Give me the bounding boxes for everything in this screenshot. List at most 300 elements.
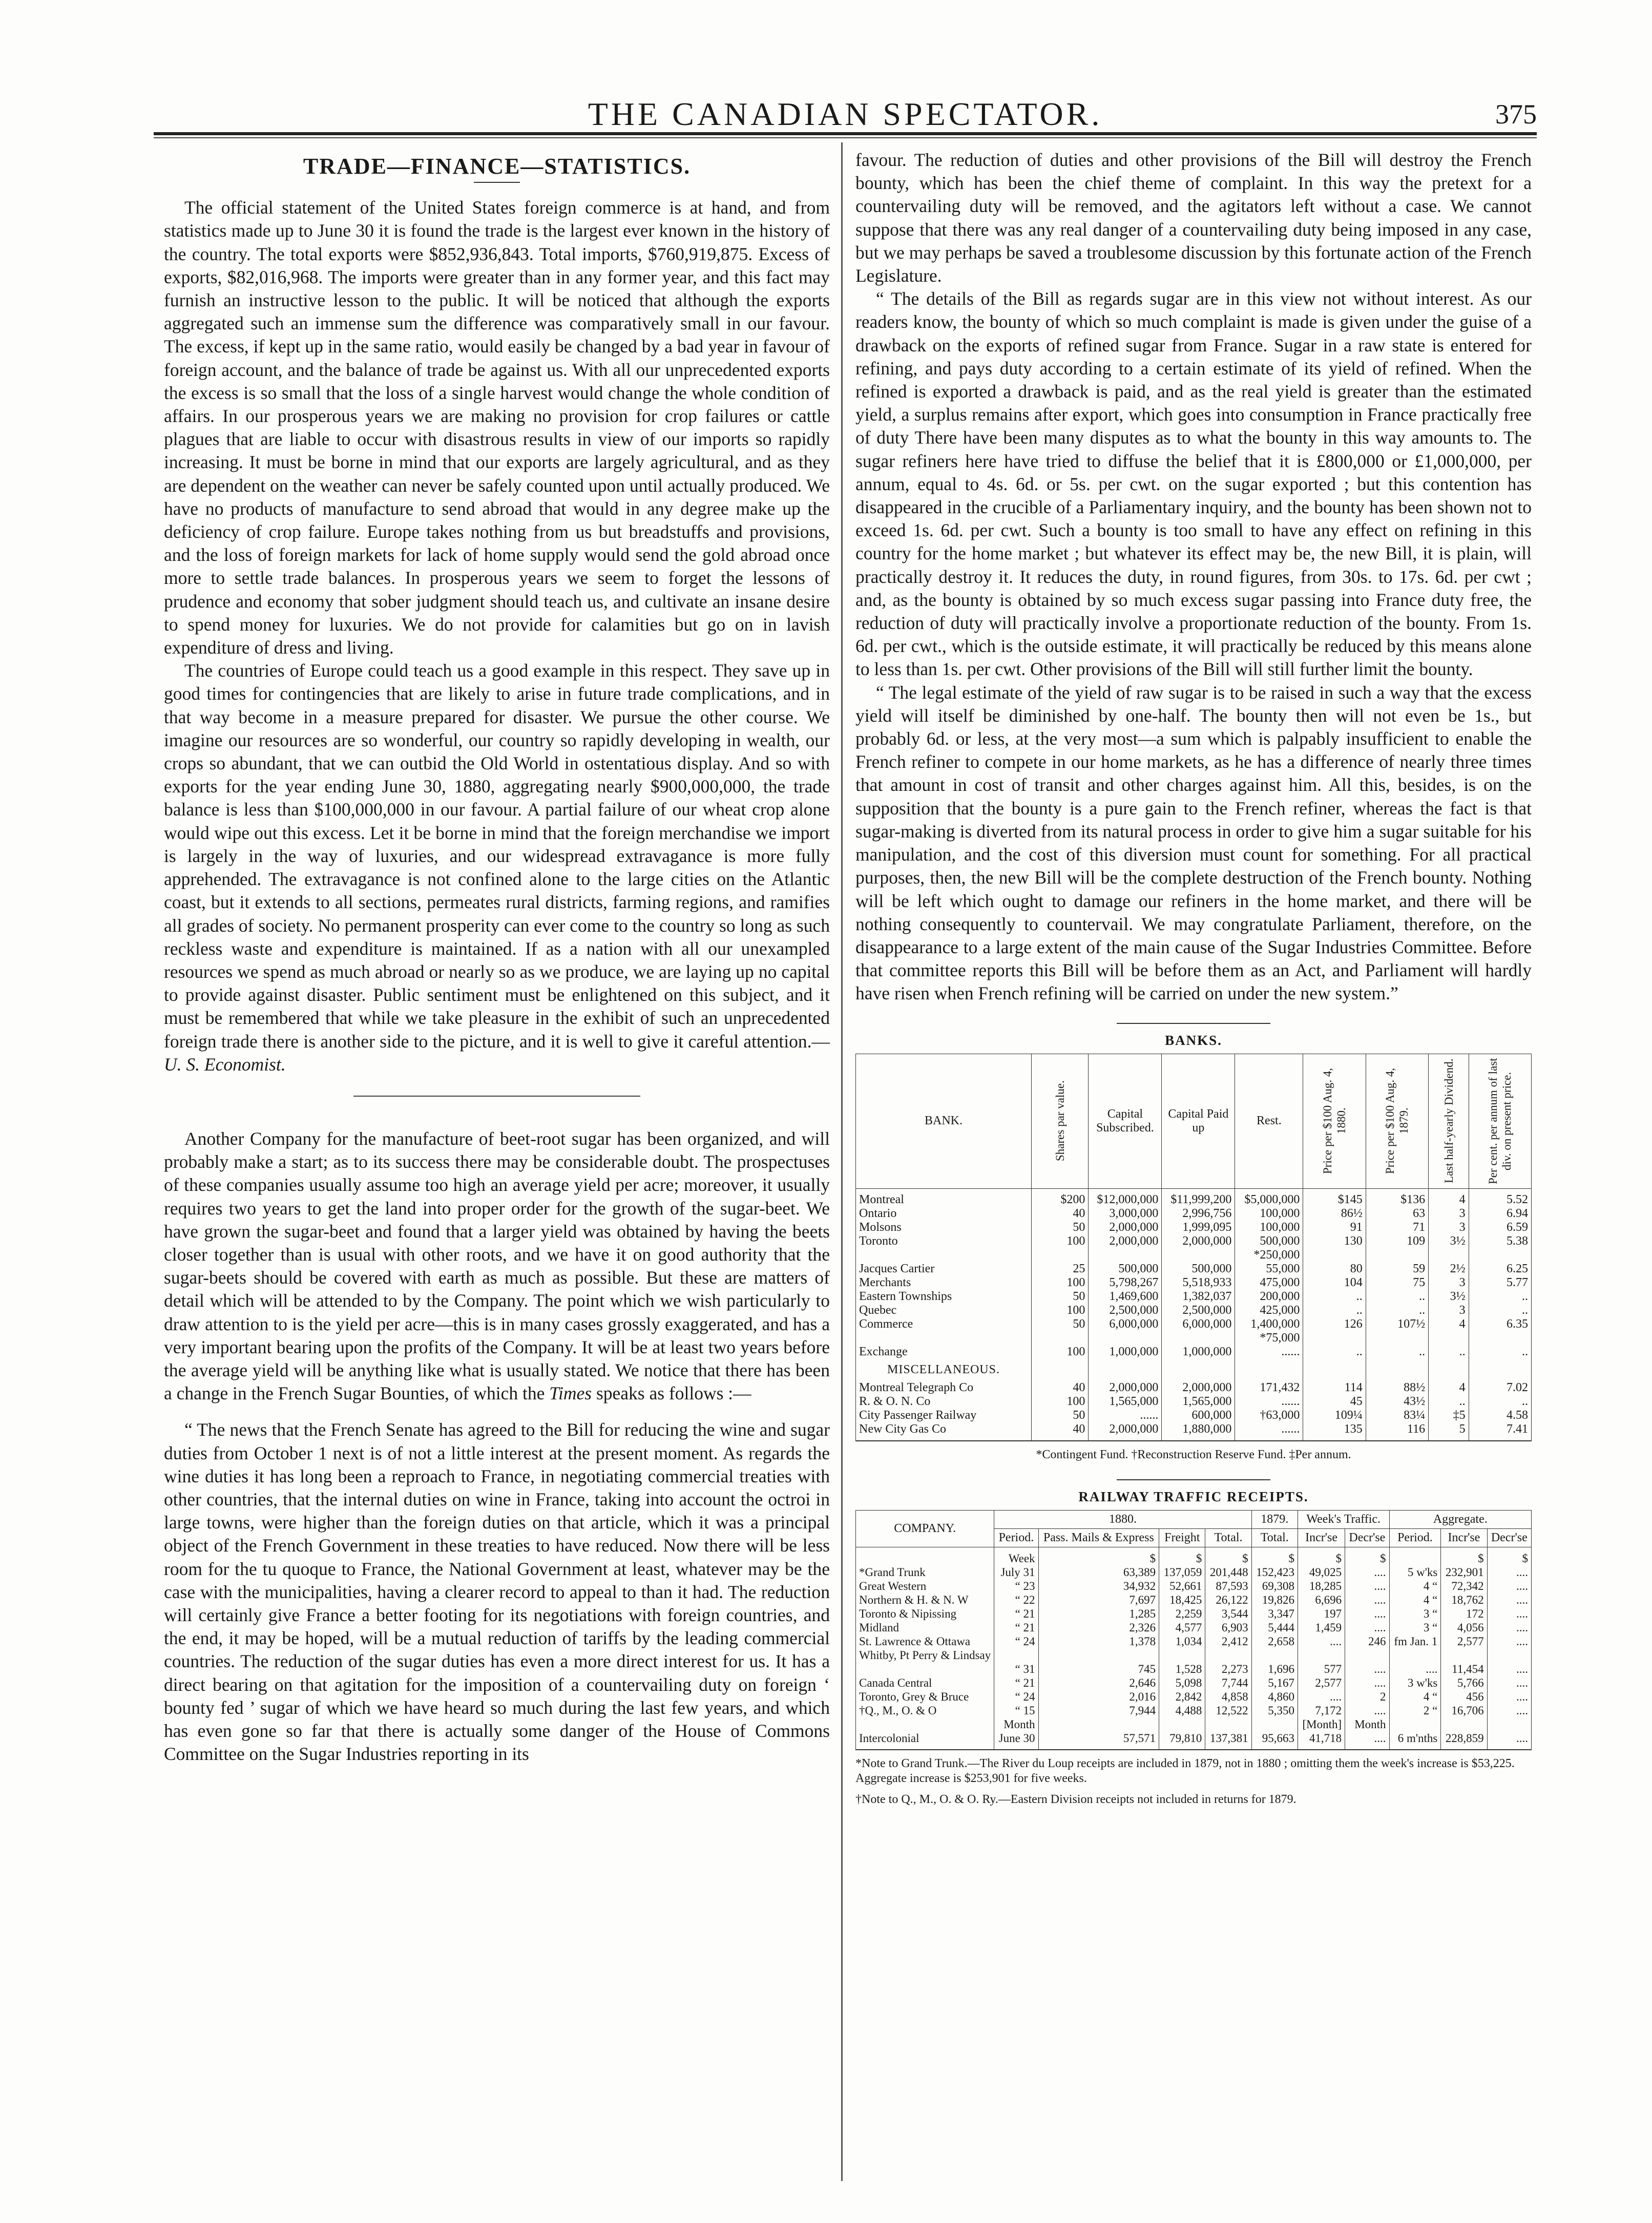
- column-header: Total.: [1205, 1528, 1251, 1547]
- table-cell: “ 31: [994, 1662, 1038, 1676]
- table-cell: 7.41: [1469, 1422, 1531, 1441]
- table-cell: fm Jan. 1: [1389, 1634, 1441, 1648]
- table-cell: [1303, 1331, 1366, 1345]
- table-cell: 4,056: [1441, 1621, 1487, 1634]
- table-cell: 5,444: [1251, 1621, 1298, 1634]
- quoted-paragraph: “ The details of the Bill as regards sugar are in this view not without interest. As our readers know, the bounty of which so much complaint is made is given under the guise of a drawback on the exports of refined sugar from France. Sugar in a raw state is entered for refining, and pays duty according to a certain estimate of its yield of refined. When the refined is exported a drawback is paid, and as the real yield is greater than the estimated yield, a surplus remains after export, which goes into consumption in France practically free of duty There have been many disputes as to what the bounty in this way amounts to. The sugar refiners here have tried to diffuse the belief that it is £800,000 or £1,000,000, per annum, equal to 4s. 6d. or 5s. per cwt. on the sugar exported ; but this contention has disappeared in the crucible of a Parliamentary inquiry, and the bounty has been shown not to exceed 1s. 6d. per cwt. Such a bounty is too small to have any effect on refining in this country for the home market ; but whatever its effect may be, the new Bill, it is plain, will practically destroy it. It reduces the duty, in round figures, from 30s. to 17s. 6d. per cwt ; and, as the bounty is obtained by so much excess sugar passing into France duty free, the reduction of duty will practically involve a proportionate reduction of the bounty. From 1s. 6d. per cwt., which is the outside estimate, it will practically be reduced by this means alone to less than 1s. per cwt. Other provisions of the Bill will still further limit the bounty.: [855, 288, 1532, 680]
- table-cell: 104: [1303, 1276, 1366, 1290]
- table-row: [856, 1662, 1532, 1676]
- table-cell: 4: [1429, 1381, 1469, 1395]
- column-header: Incr'se: [1298, 1528, 1345, 1547]
- table-cell: 1,469,600: [1089, 1290, 1162, 1304]
- table-cell: 1,378: [1038, 1634, 1159, 1648]
- column-header: Price per $100 Aug. 4, 1880.: [1303, 1054, 1366, 1188]
- table-cell: 2,000,000: [1089, 1234, 1162, 1248]
- table-cell: [1469, 1359, 1531, 1381]
- table-cell: 135: [1303, 1422, 1366, 1441]
- table-cell: 232,901: [1441, 1565, 1487, 1579]
- table-cell: [1389, 1648, 1441, 1662]
- table-cell: 2,577: [1441, 1634, 1487, 1648]
- table-cell: 1,382,037: [1162, 1290, 1235, 1304]
- table-cell: 500,000: [1235, 1234, 1303, 1248]
- row-label-cell: [856, 1331, 1032, 1345]
- table-cell: 5: [1429, 1422, 1469, 1441]
- table-cell: 2,658: [1251, 1634, 1298, 1648]
- table-cell: ....: [1487, 1690, 1531, 1704]
- table-cell: 6.59: [1469, 1221, 1531, 1234]
- table-cell: 500,000: [1162, 1262, 1235, 1276]
- table-cell: ..: [1366, 1290, 1428, 1304]
- table-cell: 3: [1429, 1207, 1469, 1221]
- table-cell: 5 w'ks: [1389, 1565, 1441, 1579]
- table-cell: 228,859: [1441, 1731, 1487, 1750]
- table-cell: 2,000,000: [1162, 1234, 1235, 1248]
- table-cell: 456: [1441, 1690, 1487, 1704]
- row-label-cell: Montreal: [856, 1188, 1032, 1207]
- article-paragraph: The official statement of the United States foreign commerce is at hand, and from statistics made up to June 30 it is found the trade is the largest ever known in the history of the country. The total exports were $852,936,843. Total imports, $760,919,875. Excess of exports, $82,016,968. The imports were greater than in any former year, and this fact may furnish an instructive lesson to the public. It will be noticed that although the exports aggregated such an immense sum the difference was comparatively small in our favour. The excess, if kept up in the same ratio, would easily be changed by a bad year in favour of foreign account, and the balance of trade be against us. With all our unprecedented exports the excess is so small that the loss of a single harvest would change the whole condition of affairs. In our prosperous years we are making no provision for crop failures or cattle plagues that are liable to occur with disastrous results in view of our imports so rapidly increasing. It must be borne in mind that our exports are largely agricultural, and as they are dependent on the weather can never be safely counted upon until actually produced. We have no products of manufacture to send abroad that would in any degree make up the deficiency of crop failure. Europe takes nothing from us but breadstuffs and provisions, and the loss of foreign markets for lack of home supply would send the gold abroad once more to settle trade balances. In prosperous years we seem to forget the lessons of prudence and economy that sober judgment should teach us, and cultivate an insane desire to spend money for luxuries. We do not provide for calamities but go on in lavish expenditure of dress and living.: [164, 197, 830, 658]
- table-cell: 1,696: [1251, 1662, 1298, 1676]
- table-row: [856, 1395, 1532, 1409]
- row-label-cell: Merchants: [856, 1276, 1032, 1290]
- row-label-cell: Toronto, Grey & Bruce: [856, 1690, 994, 1704]
- table-cell: [1032, 1248, 1089, 1262]
- column-header: Decr'se: [1487, 1528, 1531, 1547]
- table-cell: ....: [1345, 1662, 1389, 1676]
- table-row: [856, 1317, 1532, 1331]
- table-row: [856, 1731, 1532, 1750]
- table-cell: [1162, 1331, 1235, 1345]
- table-cell: 50: [1032, 1409, 1089, 1422]
- railway-footnote: †Note to Q., M., O. & O. Ry.—Eastern Division receipts not included in returns for 1879.: [855, 1792, 1296, 1806]
- table-cell: ....: [1298, 1690, 1345, 1704]
- table-cell: ..: [1303, 1290, 1366, 1304]
- table-cell: 50: [1032, 1290, 1089, 1304]
- table-cell: Month: [994, 1717, 1038, 1731]
- column-header: COMPANY.: [856, 1510, 994, 1547]
- table-cell: 6.25: [1469, 1262, 1531, 1276]
- article-paragraph: [164, 659, 830, 1076]
- table-cell: 3,000,000: [1089, 1207, 1162, 1221]
- article-paragraph: [164, 1127, 830, 1405]
- table-row: [856, 1248, 1532, 1262]
- table-row: [856, 1345, 1532, 1359]
- table-cell: 2½: [1429, 1262, 1469, 1276]
- table-cell: 55,000: [1235, 1262, 1303, 1276]
- table-cell: 577: [1298, 1662, 1345, 1676]
- table-cell: ..: [1303, 1345, 1366, 1359]
- table-cell: $200: [1032, 1188, 1089, 1207]
- table-cell: ..: [1366, 1345, 1428, 1359]
- table-cell: 6 m'nths: [1389, 1731, 1441, 1750]
- table-cell: 1,285: [1038, 1607, 1159, 1621]
- table-cell: 6.35: [1469, 1317, 1531, 1331]
- row-label-cell: Midland: [856, 1621, 994, 1634]
- banks-table-body: [856, 1188, 1532, 1441]
- table-cell: $5,000,000: [1235, 1188, 1303, 1207]
- group-header: Aggregate.: [1389, 1510, 1531, 1528]
- table-cell: 126: [1303, 1317, 1366, 1331]
- table-cell: 2 “: [1389, 1704, 1441, 1717]
- table-cell: 1,000,000: [1162, 1345, 1235, 1359]
- table-cell: ......: [1235, 1345, 1303, 1359]
- table-cell: 40: [1032, 1422, 1089, 1441]
- table-cell: 2,000,000: [1089, 1422, 1162, 1441]
- table-cell: 1,565,000: [1089, 1395, 1162, 1409]
- table-cell: ....: [1345, 1593, 1389, 1607]
- table-cell: ....: [1487, 1634, 1531, 1648]
- table-cell: 152,423: [1251, 1565, 1298, 1579]
- table-cell: [1159, 1648, 1205, 1662]
- table-cell: 3: [1429, 1221, 1469, 1234]
- railway-footnote: *Note to Grand Trunk.—The River du Loup receipts are included in 1879, not in 1880 ; omitting them the week's increase is $53,225. Aggregate increase is $253,901 for five weeks.: [855, 1756, 1515, 1785]
- table-cell: 16,706: [1441, 1704, 1487, 1717]
- table-row: [856, 1579, 1532, 1593]
- table-row: [856, 1262, 1532, 1276]
- table-cell: ....: [1487, 1704, 1531, 1717]
- column-header: Incr'se: [1441, 1528, 1487, 1547]
- table-cell: [1389, 1717, 1441, 1731]
- table-cell: [1366, 1331, 1428, 1345]
- group-header: 1879.: [1251, 1510, 1298, 1528]
- table-cell: ....: [1345, 1607, 1389, 1621]
- table-cell: [1159, 1717, 1205, 1731]
- table-cell: 7.02: [1469, 1381, 1531, 1395]
- table-rule: [1117, 1023, 1270, 1024]
- table-row: [856, 1565, 1532, 1579]
- column-divider: [841, 142, 843, 2181]
- row-label-cell: Commerce: [856, 1317, 1032, 1331]
- table-cell: ....: [1345, 1621, 1389, 1634]
- column-header: Per cent. per annum of last div. on present price.: [1469, 1054, 1531, 1188]
- table-cell: 1,400,000: [1235, 1317, 1303, 1331]
- table-cell: 1,565,000: [1162, 1395, 1235, 1409]
- table-cell: “ 24: [994, 1690, 1038, 1704]
- table-cell: 107½: [1366, 1317, 1428, 1331]
- table-cell: [1429, 1359, 1469, 1381]
- table-cell: 5,350: [1251, 1704, 1298, 1717]
- table-cell: ..: [1429, 1345, 1469, 1359]
- table-cell: ‡5: [1429, 1409, 1469, 1422]
- table-cell: “ 21: [994, 1607, 1038, 1621]
- table-row: [856, 1188, 1532, 1207]
- table-cell: ....: [1487, 1607, 1531, 1621]
- row-label-cell: *Grand Trunk: [856, 1565, 994, 1579]
- table-cell: 5.77: [1469, 1276, 1531, 1290]
- column-header: Pass. Mails & Express: [1038, 1528, 1159, 1547]
- table-cell: ..: [1429, 1395, 1469, 1409]
- table-cell: [Month]: [1298, 1717, 1345, 1731]
- table-cell: 100: [1032, 1276, 1089, 1290]
- table-cell: 3 w'ks: [1389, 1676, 1441, 1690]
- table-cell: 5,518,933: [1162, 1276, 1235, 1290]
- table-cell: 87,593: [1205, 1579, 1251, 1593]
- table-cell: [1389, 1547, 1441, 1565]
- table-cell: 4,860: [1251, 1690, 1298, 1704]
- table-cell: ....: [1389, 1662, 1441, 1676]
- table-cell: 246: [1345, 1634, 1389, 1648]
- table-row: [856, 1359, 1532, 1381]
- newspaper-name: Times: [549, 1383, 592, 1404]
- table-row: [856, 1422, 1532, 1441]
- column-header: Period.: [1389, 1528, 1441, 1547]
- table-cell: 1,000,000: [1089, 1345, 1162, 1359]
- table-cell: ....: [1487, 1662, 1531, 1676]
- table-cell: 4,858: [1205, 1690, 1251, 1704]
- table-cell: 3,544: [1205, 1607, 1251, 1621]
- table-cell: 2,000,000: [1089, 1381, 1162, 1395]
- table-cell: 5,766: [1441, 1676, 1487, 1690]
- table-cell: “ 15: [994, 1704, 1038, 1717]
- row-label-cell: [856, 1547, 994, 1565]
- group-header: 1880.: [994, 1510, 1251, 1528]
- row-label-cell: New City Gas Co: [856, 1422, 1032, 1441]
- table-row: [856, 1290, 1532, 1304]
- table-row: [856, 1207, 1532, 1221]
- table-cell: ....: [1345, 1579, 1389, 1593]
- table-cell: July 31: [994, 1565, 1038, 1579]
- table-cell: 1,880,000: [1162, 1422, 1235, 1441]
- table-cell: 34,932: [1038, 1579, 1159, 1593]
- table-cell: [1089, 1331, 1162, 1345]
- table-cell: 137,059: [1159, 1565, 1205, 1579]
- table-cell: 71: [1366, 1221, 1428, 1234]
- row-label-cell: St. Lawrence & Ottawa: [856, 1634, 994, 1648]
- table-cell: 25: [1032, 1262, 1089, 1276]
- column-header: Capital Subscribed.: [1089, 1054, 1162, 1188]
- table-cell: 100,000: [1235, 1207, 1303, 1221]
- table-cell: [1038, 1717, 1159, 1731]
- publication-title: THE CANADIAN SPECTATOR.: [588, 96, 1103, 132]
- table-cell: [1429, 1331, 1469, 1345]
- table-cell: 40: [1032, 1207, 1089, 1221]
- table-row: [856, 1648, 1532, 1662]
- table-row: [856, 1634, 1532, 1648]
- table-cell: 2,273: [1205, 1662, 1251, 1676]
- right-column: [855, 149, 1532, 1807]
- misc-subheading: MISCELLANEOUS.: [856, 1359, 1032, 1381]
- table-cell: [1441, 1717, 1487, 1731]
- table-row: [856, 1621, 1532, 1634]
- table-cell: 600,000: [1162, 1409, 1235, 1422]
- row-label-cell: Canada Central: [856, 1676, 994, 1690]
- table-row: [856, 1221, 1532, 1234]
- railway-table-block: [855, 1479, 1532, 1807]
- row-label-cell: Ontario: [856, 1207, 1032, 1221]
- table-cell: [1303, 1359, 1366, 1381]
- table-cell: ....: [1487, 1621, 1531, 1634]
- table-row: [856, 1717, 1532, 1731]
- table-cell: [994, 1648, 1038, 1662]
- table-cell: 100,000: [1235, 1221, 1303, 1234]
- table-cell: 475,000: [1235, 1276, 1303, 1290]
- table-cell: 12,522: [1205, 1704, 1251, 1717]
- page-number: 375: [1495, 99, 1537, 130]
- table-row: [856, 1547, 1532, 1565]
- table-cell: 3 “: [1389, 1607, 1441, 1621]
- table-cell: ....: [1487, 1579, 1531, 1593]
- table-cell: 4: [1429, 1317, 1469, 1331]
- table-cell: “ 21: [994, 1621, 1038, 1634]
- table-cell: ......: [1235, 1422, 1303, 1441]
- table-cell: $11,999,200: [1162, 1188, 1235, 1207]
- table-cell: 11,454: [1441, 1662, 1487, 1676]
- table-cell: 2,259: [1159, 1607, 1205, 1621]
- header-rule-thin: [154, 137, 1537, 138]
- paragraph-text: The countries of Europe could teach us a good example in this respect. They save up in good times for contingencies that are likely to arise in future trade complications, and in that way become in a measure prepared for disaster. We pursue the other course. We imagine our resources are so wonderful, our country so rapidly developing in wealth, our crops so abundant, that we can outbid the Old World in ostentatious display. And so with exports for the year ending June 30, 1880, aggregating nearly $900,000,000, the trade balance is less than $100,000,000 in our favour. A partial failure of our wheat crop alone would wipe out this excess. Let it be borne in mind that the foreign merchandise we import is largely in the way of luxuries, and our widespread extravagance is more fully apprehended. The extravagance is not confined alone to the large cities on the Atlantic coast, but it extends to all sections, permeates rural districts, farming regions, and ramifies all grades of society. No permanent prosperity can ever come to the country so long as such reckless waste and expenditure is maintained. If as a nation with all our unexampled resources we spend as much abroad or nearly so as we produce, we are laying up no capital to provide against disaster. Public sentiment must be enlightened on this subject, and it must be remembered that while we take pleasure in the exhibit of such an unprecedented foreign trade there is another side to the picture, and it is well to give it careful attention.—: [164, 660, 830, 1052]
- table-cell: 6,000,000: [1089, 1317, 1162, 1331]
- table-cell: [1235, 1359, 1303, 1381]
- table-cell: 5.38: [1469, 1234, 1531, 1248]
- table-cell: 100: [1032, 1395, 1089, 1409]
- table-cell: 3 “: [1389, 1621, 1441, 1634]
- table-cell: ..: [1469, 1395, 1531, 1409]
- row-label-cell: Molsons: [856, 1221, 1032, 1234]
- row-label-cell: Montreal Telegraph Co: [856, 1381, 1032, 1395]
- paragraph-text: Another Company for the manufacture of beet-root sugar has been organized, and will probably make a start; as to its success there may be considerable doubt. The prospectuses of these companies usually assume too high an average yield per acre; moreover, it usually requires two years to get the land into proper order for the growth of the sugar-beet. We have grown the sugar-beet and found that a larger yield was obtained by having the beets closer together than is usual with other roots, and we have it on good authority that the sugar-beets should be covered with earth as much as possible. But these are matters of detail which will be attended to by the Company. The point which we wish particularly to draw attention to is the yield per acre—this is in many cases grossly exaggerated, and has a very important bearing upon the profits of the Company. It will be at least two years before the average yield will be anything like what is usually stated. We notice that there has been a change in the French Sugar Bounties, of which the: [164, 1128, 830, 1404]
- table-cell: $136: [1366, 1188, 1428, 1207]
- table-cell: [1205, 1717, 1251, 1731]
- table-cell: ....: [1487, 1676, 1531, 1690]
- table-cell: 26,122: [1205, 1593, 1251, 1607]
- table-cell: 5,798,267: [1089, 1276, 1162, 1290]
- table-cell: 83¼: [1366, 1409, 1428, 1422]
- table-cell: 41,718: [1298, 1731, 1345, 1750]
- table-cell: ......: [1235, 1395, 1303, 1409]
- table-cell: 18,762: [1441, 1593, 1487, 1607]
- table-cell: $: [1251, 1547, 1298, 1565]
- table-cell: 1,528: [1159, 1662, 1205, 1676]
- table-cell: 3½: [1429, 1234, 1469, 1248]
- table-cell: $: [1038, 1547, 1159, 1565]
- table-cell: 197: [1298, 1607, 1345, 1621]
- table-cell: [1469, 1248, 1531, 1262]
- table-cell: 114: [1303, 1381, 1366, 1395]
- group-header: Week's Traffic.: [1298, 1510, 1389, 1528]
- table-cell: 49,025: [1298, 1565, 1345, 1579]
- table-cell: 2,842: [1159, 1690, 1205, 1704]
- column-header: Price per $100 Aug. 4, 1879.: [1366, 1054, 1428, 1188]
- table-cell: 1,999,095: [1162, 1221, 1235, 1234]
- table-cell: 72,342: [1441, 1579, 1487, 1593]
- table-cell: [1345, 1648, 1389, 1662]
- table-cell: $145: [1303, 1188, 1366, 1207]
- table-row: [856, 1331, 1532, 1345]
- table-cell: $: [1159, 1547, 1205, 1565]
- row-label-cell: †Q., M., O. & O: [856, 1704, 994, 1717]
- table-cell: 45: [1303, 1395, 1366, 1409]
- banks-table-title: BANKS.: [1165, 1032, 1222, 1048]
- table-cell: 500,000: [1089, 1262, 1162, 1276]
- table-cell: 201,448: [1205, 1565, 1251, 1579]
- table-cell: 2: [1345, 1690, 1389, 1704]
- table-cell: [1298, 1648, 1345, 1662]
- table-cell: 52,661: [1159, 1579, 1205, 1593]
- table-cell: [1251, 1648, 1298, 1662]
- table-cell: 2,000,000: [1089, 1221, 1162, 1234]
- table-cell: Month: [1345, 1717, 1389, 1731]
- table-cell: 2,326: [1038, 1621, 1159, 1634]
- table-cell: 50: [1032, 1317, 1089, 1331]
- table-cell: ....: [1345, 1565, 1389, 1579]
- row-label-cell: Eastern Townships: [856, 1290, 1032, 1304]
- row-label-cell: [856, 1717, 994, 1731]
- table-cell: 2,996,756: [1162, 1207, 1235, 1221]
- table-cell: ..: [1303, 1304, 1366, 1317]
- paragraph-text: speaks as follows :—: [596, 1383, 751, 1404]
- table-cell: ....: [1487, 1731, 1531, 1750]
- section-heading: TRADE—FINANCE—STATISTICS.: [303, 154, 691, 179]
- table-cell: 50: [1032, 1221, 1089, 1234]
- table-cell: [1205, 1648, 1251, 1662]
- table-cell: 2,646: [1038, 1676, 1159, 1690]
- table-cell: ..: [1469, 1290, 1531, 1304]
- table-cell: 3: [1429, 1276, 1469, 1290]
- table-cell: 79,810: [1159, 1731, 1205, 1750]
- table-cell: [1038, 1648, 1159, 1662]
- table-row: [856, 1304, 1532, 1317]
- table-cell: [1366, 1359, 1428, 1381]
- table-cell: June 30: [994, 1731, 1038, 1750]
- table-cell: 18,425: [1159, 1593, 1205, 1607]
- row-label-cell: Toronto & Nipissing: [856, 1607, 994, 1621]
- source-credit: U. S. Economist.: [164, 1054, 286, 1075]
- table-cell: 57,571: [1038, 1731, 1159, 1750]
- row-label-cell: R. & O. N. Co: [856, 1395, 1032, 1409]
- table-row: [856, 1234, 1532, 1248]
- table-cell: 91: [1303, 1221, 1366, 1234]
- column-header: Capital Paid up: [1162, 1054, 1235, 1188]
- table-cell: “ 23: [994, 1579, 1038, 1593]
- table-cell: 4,577: [1159, 1621, 1205, 1634]
- table-cell: 43½: [1366, 1395, 1428, 1409]
- table-cell: 4,488: [1159, 1704, 1205, 1717]
- table-cell: 2,500,000: [1162, 1304, 1235, 1317]
- row-label-cell: Intercolonial: [856, 1731, 994, 1750]
- table-cell: 4 “: [1389, 1579, 1441, 1593]
- header-rule: [154, 132, 1537, 135]
- table-cell: 3: [1429, 1304, 1469, 1317]
- table-cell: 137,381: [1205, 1731, 1251, 1750]
- table-cell: [1303, 1248, 1366, 1262]
- row-label-cell: Jacques Cartier: [856, 1262, 1032, 1276]
- table-cell: 4 “: [1389, 1690, 1441, 1704]
- column-header: Freight: [1159, 1528, 1205, 1547]
- table-row: [856, 1381, 1532, 1395]
- table-cell: 200,000: [1235, 1290, 1303, 1304]
- table-cell: 88½: [1366, 1381, 1428, 1395]
- table-cell: [1162, 1359, 1235, 1381]
- table-cell: 425,000: [1235, 1304, 1303, 1317]
- table-cell: 86½: [1303, 1207, 1366, 1221]
- table-cell: 2,016: [1038, 1690, 1159, 1704]
- table-cell: ....: [1487, 1593, 1531, 1607]
- railway-table-title: RAILWAY TRAFFIC RECEIPTS.: [1078, 1488, 1309, 1504]
- table-cell: 4: [1429, 1188, 1469, 1207]
- table-cell: [1089, 1359, 1162, 1381]
- table-cell: 40: [1032, 1381, 1089, 1395]
- table-cell: ....: [1345, 1704, 1389, 1717]
- article-separator: [353, 1096, 640, 1097]
- table-cell: 63: [1366, 1207, 1428, 1221]
- table-cell: 745: [1038, 1662, 1159, 1676]
- table-cell: 1,459: [1298, 1621, 1345, 1634]
- table-cell: 6,903: [1205, 1621, 1251, 1634]
- table-row: [856, 1409, 1532, 1422]
- table-cell: ....: [1345, 1676, 1389, 1690]
- row-label-cell: Great Western: [856, 1579, 994, 1593]
- table-cell: †63,000: [1235, 1409, 1303, 1422]
- table-cell: 80: [1303, 1262, 1366, 1276]
